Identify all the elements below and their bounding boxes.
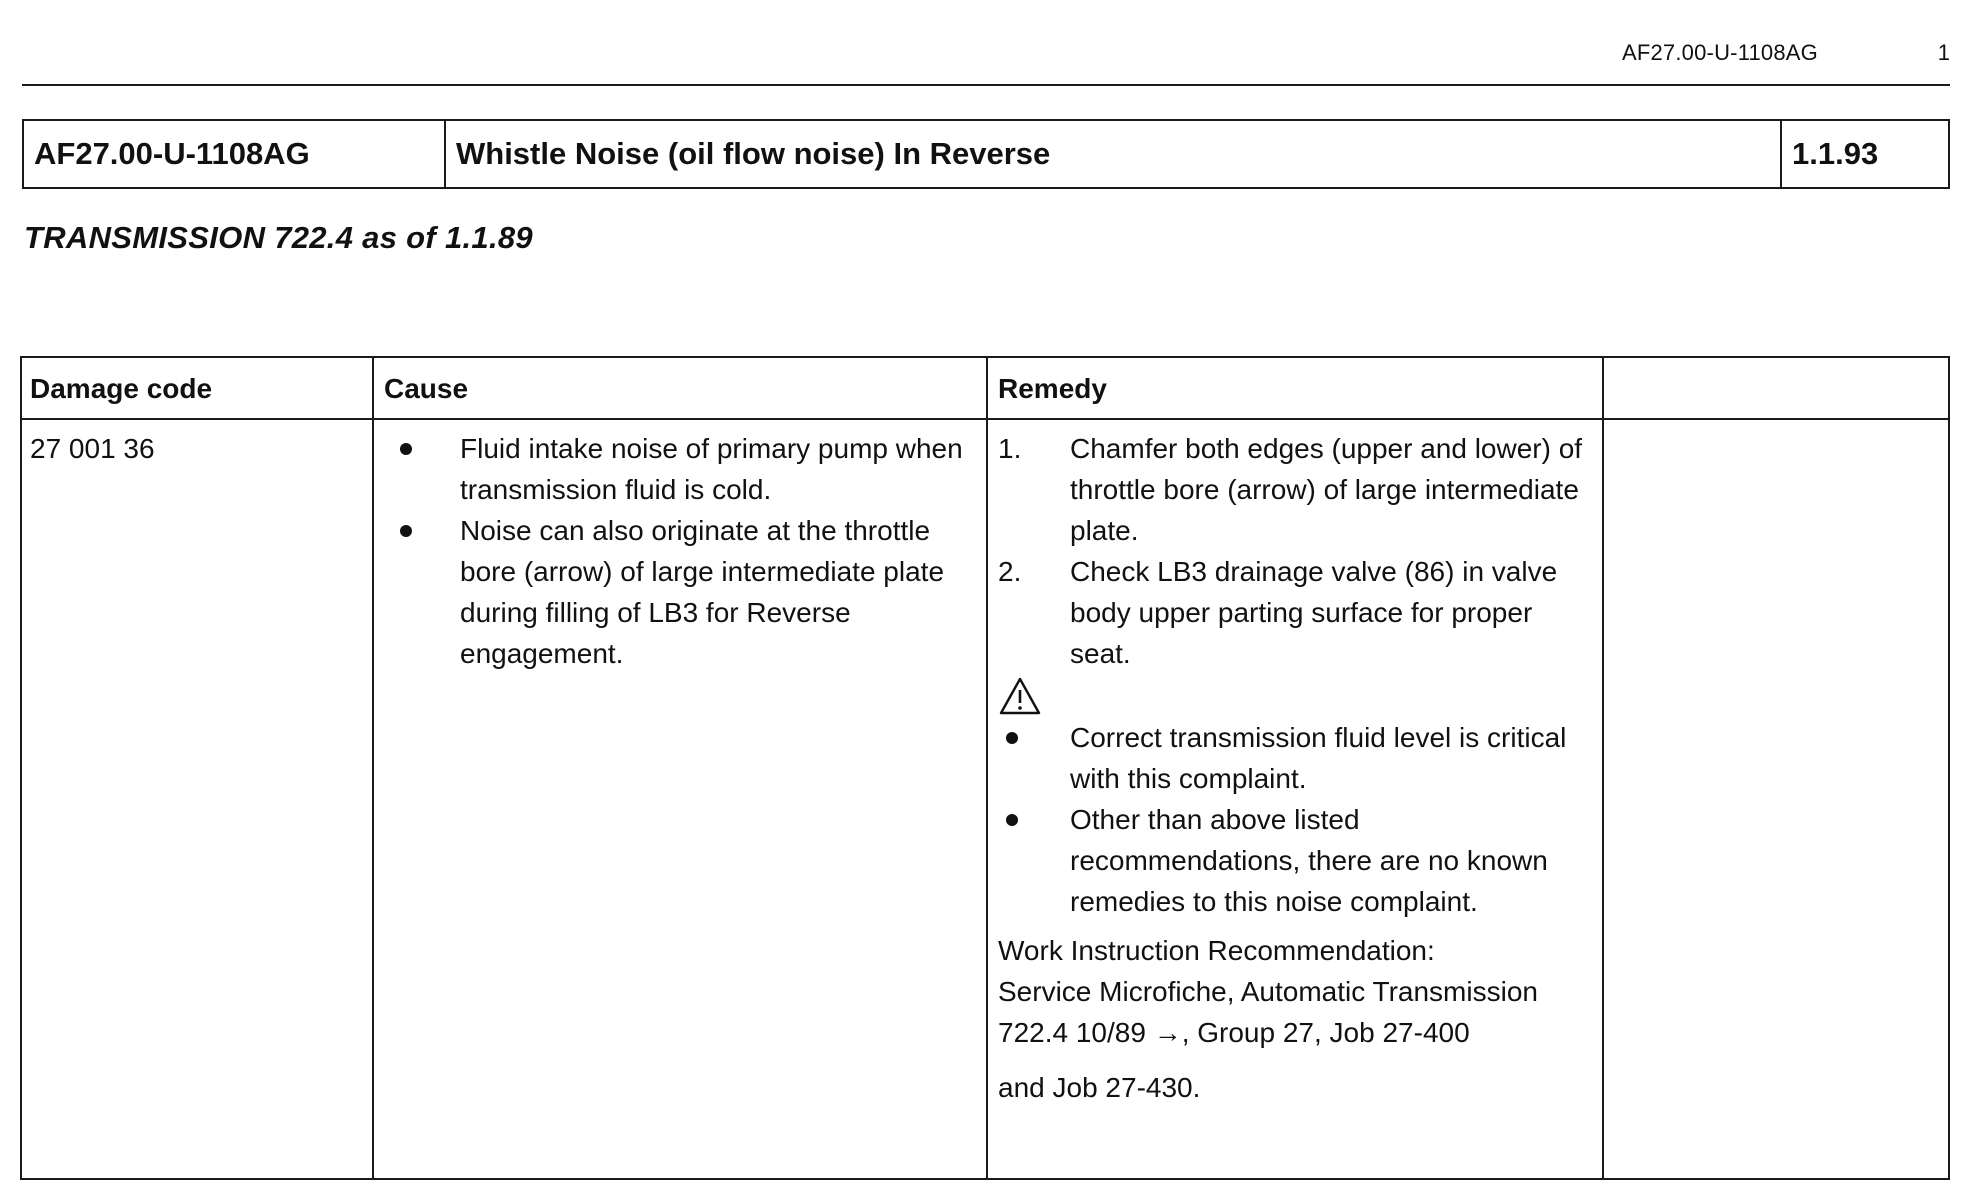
- remedy-step-number: 2.: [998, 556, 1022, 587]
- cause-item: Noise can also originate at the throttle bore (arrow) of large intermediate plate during filling of LB3 for Reverse engagement.: [388, 510, 978, 674]
- remedy-step-number: 1.: [998, 433, 1022, 464]
- work-instruction-line: 722.4 10/89 →, Group 27, Job 27-400: [998, 1017, 1470, 1048]
- remedy-steps: [998, 428, 1594, 674]
- damage-code-value: 27 001 36: [30, 433, 155, 464]
- cause-list: [388, 428, 978, 674]
- document-title: Whistle Noise (oil flow noise) In Reverse: [446, 121, 1782, 187]
- header-remedy: Remedy: [998, 373, 1107, 404]
- transmission-subtitle: TRANSMISSION 722.4 as of 1.1.89: [24, 220, 533, 255]
- header-damage-code: Damage code: [30, 373, 213, 404]
- remedy-step-text: Chamfer both edges (upper and lower) of throttle bore (arrow) of large intermediate plate.: [1070, 433, 1583, 546]
- column-divider: [986, 358, 988, 1178]
- title-box: [22, 119, 1950, 189]
- remedy-step-text: Check LB3 drainage valve (86) in valve body upper parting surface for proper seat.: [1070, 556, 1558, 669]
- running-header: [22, 34, 1950, 86]
- work-instruction-line: Work Instruction Recommendation:: [998, 935, 1435, 966]
- page-number: 1: [1937, 40, 1950, 65]
- work-instruction: [998, 930, 1594, 1108]
- column-divider: [1602, 358, 1604, 1178]
- remedy-step: [998, 551, 1594, 674]
- remedy-notes: [998, 717, 1594, 922]
- remedy-cell: [998, 428, 1594, 1108]
- header-divider: [22, 418, 1948, 420]
- cause-item: Fluid intake noise of primary pump when transmission fluid is cold.: [388, 428, 978, 510]
- remedy-note: Correct transmission fluid level is critical with this complaint.: [998, 717, 1594, 799]
- remedy-step: [998, 428, 1594, 551]
- column-divider: [372, 358, 374, 1178]
- work-instruction-line: Service Microfiche, Automatic Transmission: [998, 976, 1538, 1007]
- document-code: AF27.00-U-1108AG: [24, 121, 446, 187]
- damage-table: [20, 356, 1950, 1180]
- cause-cell: [388, 428, 978, 674]
- warning-triangle-icon: [998, 676, 1042, 716]
- remedy-note: Other than above listed recommendations, there are no known remedies to this noise complaint.: [998, 799, 1594, 922]
- work-instruction-line: and Job 27-430.: [998, 1072, 1201, 1103]
- header-document-id: AF27.00-U-1108AG: [1621, 40, 1818, 65]
- document-date: 1.1.93: [1792, 136, 1879, 171]
- header-cause: Cause: [384, 373, 469, 404]
